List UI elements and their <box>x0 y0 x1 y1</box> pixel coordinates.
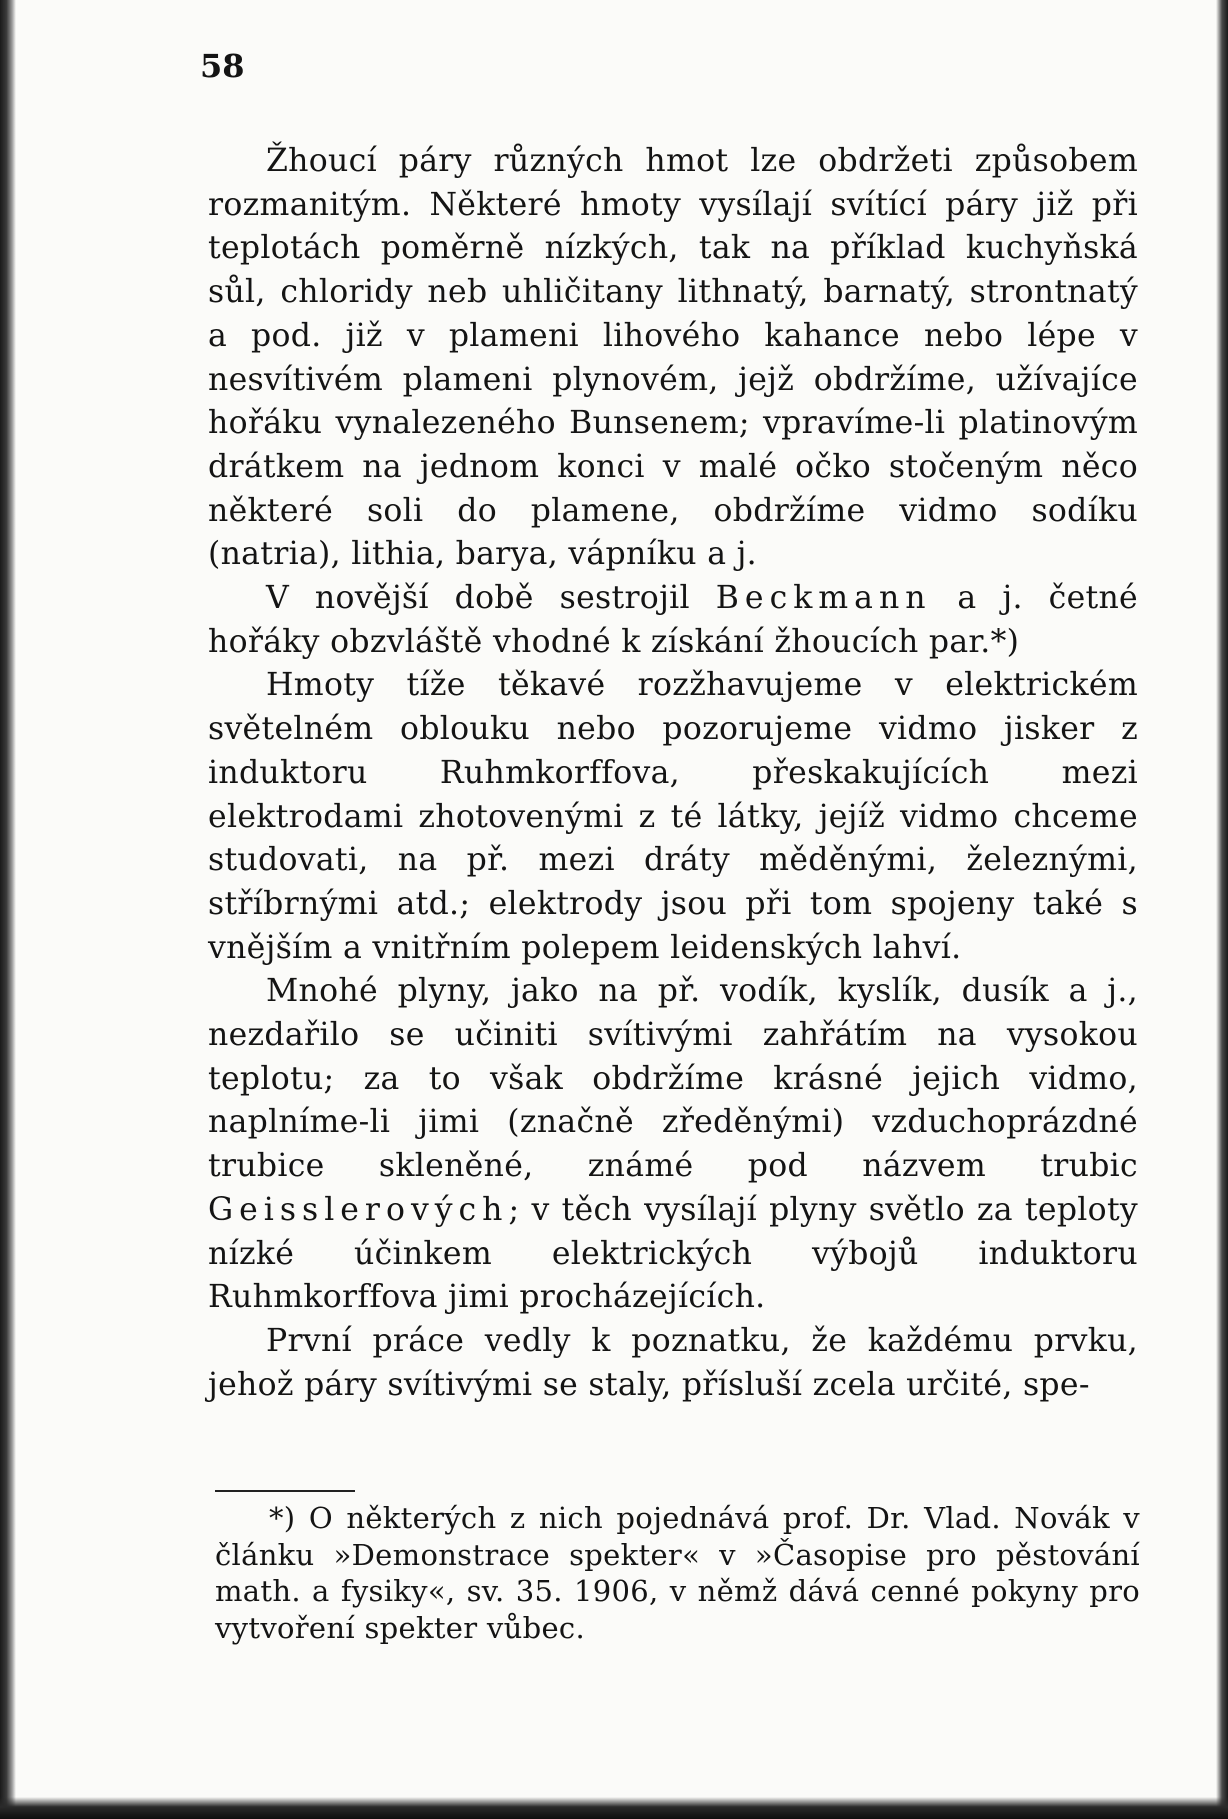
name-geissler-tubes: Geisslerových <box>208 1191 509 1228</box>
paragraph-first-works: První práce vedly k poznatku, že každému prvku, jehož páry svítivými se staly, přísluší zcela určité, spe- <box>208 1322 1138 1403</box>
body-text <box>208 140 1138 1407</box>
paragraph-less-volatile-substances: Hmoty tíže těkavé rozžhavujeme v elektrickém světelném oblouku nebo pozorujeme vidmo jisker z induktoru Ruhmkorffova, přeskakujících mezi elektrodami zhotovenými z té látky, jejíž vidmo chceme studovati, na př. mezi dráty měděnými, železnými, stříbrnými atd.; elektrody jsou při tom spojeny také s vnějším a vnitřním polepem leidenských lahví. <box>208 667 1138 966</box>
footnote: *) O některých z nich pojednává prof. Dr. Vlad. Novák v článku »Demonstrace spekter« v »Časopise pro pěstování math. a fysiky«, sv. 35. 1906, v němž dává cenné pokyny pro vytvoření spekter vůbec. <box>215 1501 1140 1645</box>
paragraph-gases-text-after: ; v těch vysílají plyny světlo za teploty nízké účinkem elektrických výbojů induktoru Ruhmkorffova jimi procházejících. <box>208 1191 1138 1316</box>
paragraph-beckmann <box>208 577 1138 664</box>
paragraph-beckmann-text-after: a j. četné hořáky obzvláště vhodné k získání žhoucích par.*) <box>208 580 1139 660</box>
paragraph-beckmann-text-before: V novější době sestrojil <box>266 580 716 617</box>
page-left-edge-shadow <box>0 0 16 1819</box>
name-beckmann: Beckmann <box>715 580 932 617</box>
page-bottom-edge-shadow <box>0 1797 1228 1819</box>
footnote-separator <box>215 1490 355 1492</box>
paragraph-gases <box>208 970 1138 1320</box>
page-number: 58 <box>200 47 245 85</box>
page-right-edge-shadow <box>1216 0 1228 1819</box>
paragraph-gases-text-before: Mnohé plyny, jako na př. vodík, kyslík, dusík a j., nezdařilo se učiniti svítivými zahřátím na vysokou teplotu; za to však obdržíme krásné jejich vidmo, naplníme-li jimi (značně zředěnými) vzduchoprázdné trubice skleněné, známé pod názvem trubic <box>208 973 1138 1185</box>
paragraph-glowing-vapors: Žhoucí páry různých hmot lze obdržeti způsobem rozmanitým. Některé hmoty vysílají svítící páry již při teplotách poměrně nízkých, tak na příklad kuchyňská sůl, chloridy neb uhličitany lithnatý, barnatý, strontnatý a pod. již v plameni lihového kahance nebo lépe v nesvítivém plameni plynovém, jejž obdržíme, užívajíce hořáku vynalezeného Bunsenem; vpravíme-li platinovým drátkem na jednom konci v malé očko stočeným něco některé soli do plamene, obdržíme vidmo sodíku (natria), lithia, barya, vápníku a j. <box>208 143 1138 573</box>
